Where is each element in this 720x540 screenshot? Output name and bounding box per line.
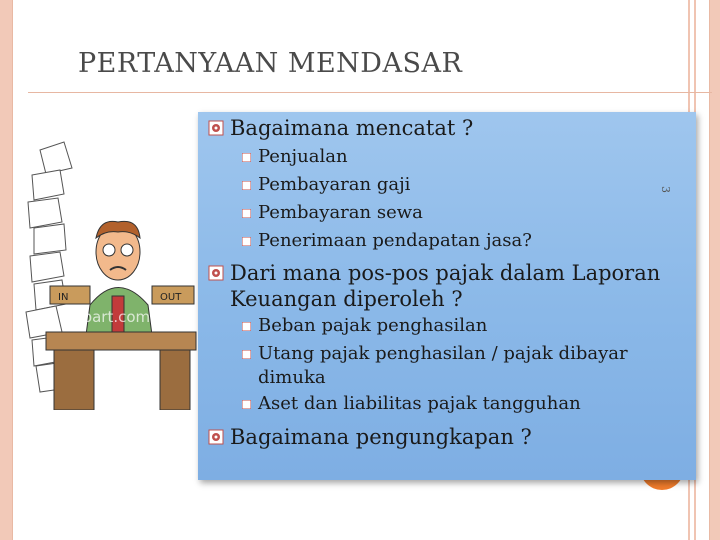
title-divider: [28, 92, 712, 93]
question-2-line-1: Dari mana pos-pos pajak dalam Laporan: [230, 261, 661, 285]
list-item: Pembayaran sewa: [258, 202, 423, 223]
list-item: Beban pajak penghasilan: [258, 315, 488, 336]
clipart-watermark: clipart.com: [66, 308, 151, 326]
square-bullet-icon: [242, 400, 251, 409]
gear-icon: [208, 265, 224, 281]
square-bullet-icon: [242, 153, 251, 162]
page-number: 3: [659, 186, 672, 193]
question-3: Bagaimana pengungkapan ?: [230, 425, 532, 449]
gear-icon: [208, 429, 224, 445]
list-item: Pembayaran gaji: [258, 174, 411, 195]
stressed-worker-illustration: [20, 120, 205, 410]
list-item: Penjualan: [258, 146, 348, 167]
square-bullet-icon: [242, 350, 251, 359]
gear-icon: [208, 120, 224, 136]
list-item: Aset dan liabilitas pajak tangguhan: [258, 393, 581, 414]
tray-out-label: OUT: [160, 292, 182, 303]
slide-title: PERTANYAAN MENDASAR: [78, 48, 463, 79]
list-item-continuation: dimuka: [258, 367, 326, 388]
square-bullet-icon: [242, 237, 251, 246]
list-item: Utang pajak penghasilan / pajak dibayar: [258, 343, 628, 364]
question-2-line-2: Keuangan diperoleh ?: [230, 287, 463, 311]
square-bullet-icon: [242, 181, 251, 190]
list-item: Penerimaan pendapatan jasa?: [258, 230, 532, 251]
question-1: Bagaimana mencatat ?: [230, 116, 474, 140]
tray-in-label: IN: [58, 292, 69, 303]
square-bullet-icon: [242, 209, 251, 218]
square-bullet-icon: [242, 322, 251, 331]
